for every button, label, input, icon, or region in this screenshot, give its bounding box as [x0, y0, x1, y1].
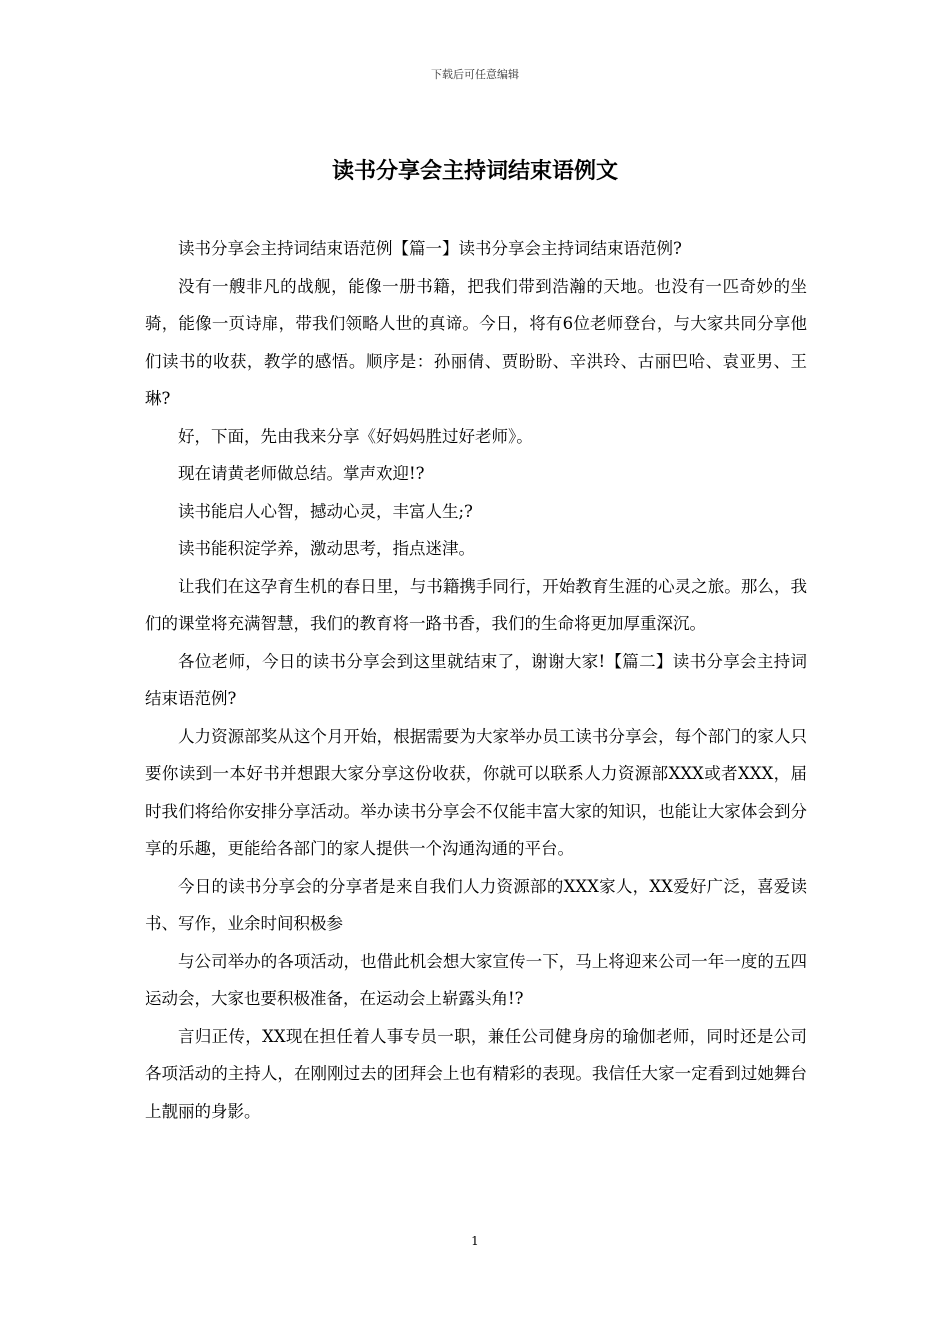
paragraph-12: 言归正传，XX现在担任着人事专员一职，兼任公司健身房的瑜伽老师，同时还是公司各项活动的主持人，在刚刚过去的团拜会上也有精彩的表现。我信任大家一定看到过她舞台上靓丽的身影。	[145, 1026, 807, 1121]
document-body	[145, 230, 807, 1130]
document-title: 读书分享会主持词结束语例文	[331, 158, 618, 184]
paragraph-3: 好，下面，先由我来分享《好妈妈胜过好老师》。	[178, 426, 533, 446]
page-number: 1	[471, 1234, 479, 1248]
paragraph-1: 读书分享会主持词结束语范例【篇一】读书分享会主持词结束语范例?	[178, 239, 682, 258]
paragraph-10: 今日的读书分享会的分享者是来自我们人力资源部的XXX家人，XX爱好广泛，喜爱读书、写作，业余时间积极参	[145, 876, 807, 933]
paragraph-9: 人力资源部奖从这个月开始，根据需要为大家举办员工读书分享会，每个部门的家人只要你读到一本好书并想跟大家分享这份收获，你就可以联系人力资源部XXX或者XXX，届时我们将给你安排分享活动。举办读书分享会不仅能丰富大家的知识，也能让大家体会到分享的乐趣，更能给各部门的家人提供一个沟通沟通的平台。	[145, 726, 807, 858]
page-header-note: 下载后可任意编辑	[431, 68, 519, 81]
paragraph-5: 读书能启人心智，撼动心灵，丰富人生;?	[178, 501, 473, 521]
paragraph-11: 与公司举办的各项活动，也借此机会想大家宣传一下，马上将迎来公司一年一度的五四运动会，大家也要积极准备，在运动会上崭露头角!?	[145, 951, 807, 1008]
paragraph-2: 没有一艘非凡的战舰，能像一册书籍，把我们带到浩瀚的天地。也没有一匹奇妙的坐骑，能像一页诗扉，带我们领略人世的真谛。今日，将有6位老师登台，与大家共同分享他们读书的收获，教学的感悟。顺序是：孙丽倩、贾盼盼、辛洪玲、古丽巴哈、袁亚男、王琳?	[145, 276, 807, 408]
paragraph-4: 现在请黄老师做总结。掌声欢迎!?	[178, 464, 425, 483]
paragraph-7: 让我们在这孕育生机的春日里，与书籍携手同行，开始教育生涯的心灵之旅。那么，我们的课堂将充满智慧，我们的教育将一路书香，我们的生命将更加厚重深沉。	[145, 576, 807, 633]
paragraph-6: 读书能积淀学养，激动思考，指点迷津。	[178, 539, 475, 558]
paragraph-8: 各位老师，今日的读书分享会到这里就结束了，谢谢大家!【篇二】读书分享会主持词结束语范例?	[145, 651, 807, 708]
